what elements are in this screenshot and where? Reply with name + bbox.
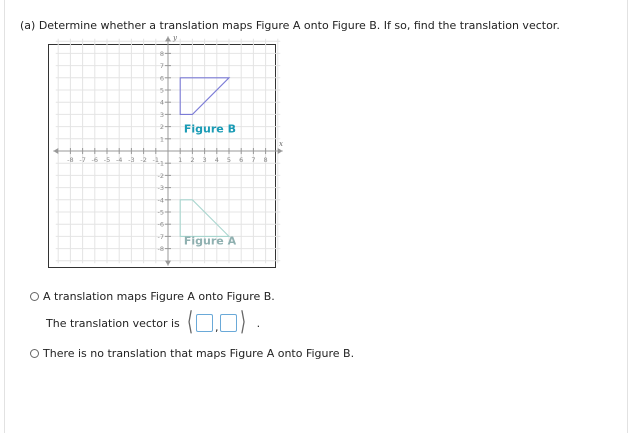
translation-vector-row bbox=[46, 307, 261, 337]
y-tick-label: 1 bbox=[159, 135, 164, 144]
vector-y-input[interactable] bbox=[220, 314, 237, 332]
x-tick-label: 7 bbox=[251, 156, 256, 164]
vector-comma: , bbox=[214, 320, 219, 334]
x-tick-label: 3 bbox=[202, 156, 207, 164]
graph-canvas bbox=[49, 33, 283, 267]
y-tick-label: 4 bbox=[159, 98, 164, 107]
vector-prefix-text: The translation vector is bbox=[46, 316, 180, 330]
x-tick-label: -4 bbox=[115, 156, 123, 164]
radio-translation-exists[interactable] bbox=[30, 292, 39, 301]
coordinate-graph bbox=[48, 33, 283, 268]
x-tick-label: -2 bbox=[140, 156, 147, 164]
x-tick-label: 6 bbox=[239, 156, 244, 164]
radio-no-translation[interactable] bbox=[30, 349, 39, 358]
vector-period: . bbox=[256, 316, 261, 330]
option-translation-exists[interactable] bbox=[30, 290, 275, 303]
y-tick-label: 2 bbox=[159, 123, 164, 132]
y-tick-label: -2 bbox=[157, 171, 164, 180]
x-tick-label: -3 bbox=[128, 156, 135, 164]
x-tick-label: -8 bbox=[67, 156, 74, 164]
translation-vector bbox=[185, 307, 249, 337]
y-axis-arrow-down bbox=[165, 261, 171, 266]
y-tick-label: -5 bbox=[157, 208, 164, 217]
vector-x-input[interactable] bbox=[196, 314, 213, 332]
option-translation-exists-label: A translation maps Figure A onto Figure B. bbox=[43, 290, 275, 303]
option-no-translation-label: There is no translation that maps Figure A onto Figure B. bbox=[43, 347, 355, 360]
y-tick-label: -1 bbox=[157, 159, 164, 168]
x-tick-label: 4 bbox=[214, 156, 219, 164]
y-tick-label: -3 bbox=[157, 184, 164, 193]
option-no-translation[interactable] bbox=[30, 347, 354, 360]
y-tick-label: -4 bbox=[157, 196, 164, 205]
left-angle-bracket: ⟨ bbox=[186, 307, 193, 337]
y-tick-label: 3 bbox=[159, 110, 164, 119]
x-tick-label: 8 bbox=[263, 156, 268, 164]
x-tick-label: 5 bbox=[226, 156, 232, 164]
y-tick-label: -7 bbox=[157, 232, 164, 241]
x-axis-arrow-left bbox=[53, 148, 58, 154]
x-tick-label: 1 bbox=[178, 156, 183, 164]
right-angle-bracket: ⟩ bbox=[240, 307, 247, 337]
x-tick-label: -5 bbox=[103, 156, 111, 164]
x-tick-label: 2 bbox=[190, 156, 195, 164]
y-tick-label: -8 bbox=[157, 245, 164, 254]
x-tick-label: -1 bbox=[152, 156, 160, 164]
y-axis-label: y bbox=[173, 33, 177, 42]
figure-a-label: Figure A bbox=[183, 234, 237, 248]
x-axis-label: x bbox=[279, 140, 283, 148]
x-tick-label: -7 bbox=[79, 156, 86, 164]
figure-b-label: Figure B bbox=[183, 122, 236, 136]
question-text: (a) Determine whether a translation maps Figure A onto Figure B. If so, find the translation vector. bbox=[20, 19, 560, 32]
y-tick-label: 7 bbox=[159, 62, 164, 71]
y-tick-label: 8 bbox=[159, 49, 164, 58]
y-tick-label: 5 bbox=[159, 86, 164, 95]
y-tick-label: 6 bbox=[159, 74, 164, 83]
x-tick-label: -6 bbox=[91, 156, 99, 164]
y-tick-label: -6 bbox=[157, 220, 164, 229]
